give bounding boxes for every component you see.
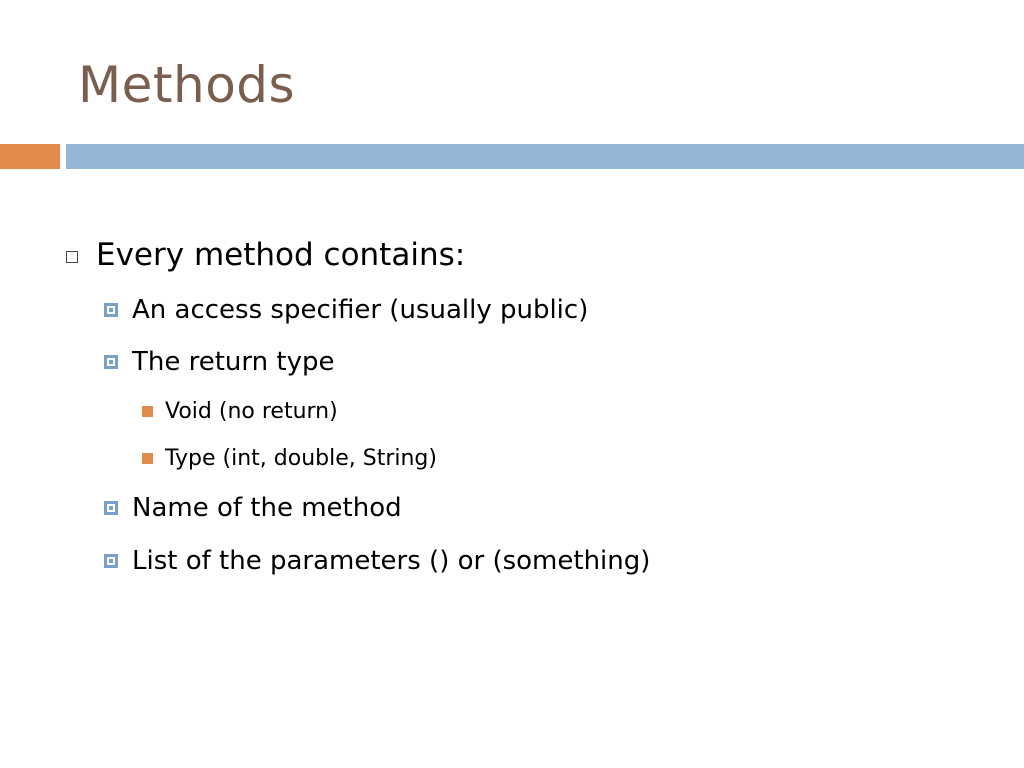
list-item xyxy=(104,490,402,526)
slide-title: Methods xyxy=(78,56,296,114)
hollow-square-bullet-icon xyxy=(66,251,78,263)
list-item xyxy=(142,443,437,473)
list-item xyxy=(142,396,338,426)
list-item-text: Void (no return) xyxy=(165,398,338,424)
list-item xyxy=(104,292,588,328)
list-item-text: Type (int, double, String) xyxy=(165,445,437,471)
list-item-text: The return type xyxy=(132,347,335,377)
list-item-text: Every method contains: xyxy=(96,237,466,273)
blue-square-bullet-icon xyxy=(104,554,118,568)
list-item-text: An access specifier (usually public) xyxy=(132,295,589,325)
accent-bar-blue xyxy=(66,144,1024,169)
orange-square-bullet-icon xyxy=(142,406,153,417)
accent-bar-orange xyxy=(0,144,60,169)
list-item xyxy=(104,543,650,579)
blue-square-bullet-icon xyxy=(104,501,118,515)
list-item xyxy=(104,344,334,380)
list-item-text: List of the parameters () or (something) xyxy=(132,546,651,576)
orange-square-bullet-icon xyxy=(142,453,153,464)
blue-square-bullet-icon xyxy=(104,303,118,317)
blue-square-bullet-icon xyxy=(104,355,118,369)
list-item xyxy=(66,234,465,276)
list-item-text: Name of the method xyxy=(132,493,402,523)
